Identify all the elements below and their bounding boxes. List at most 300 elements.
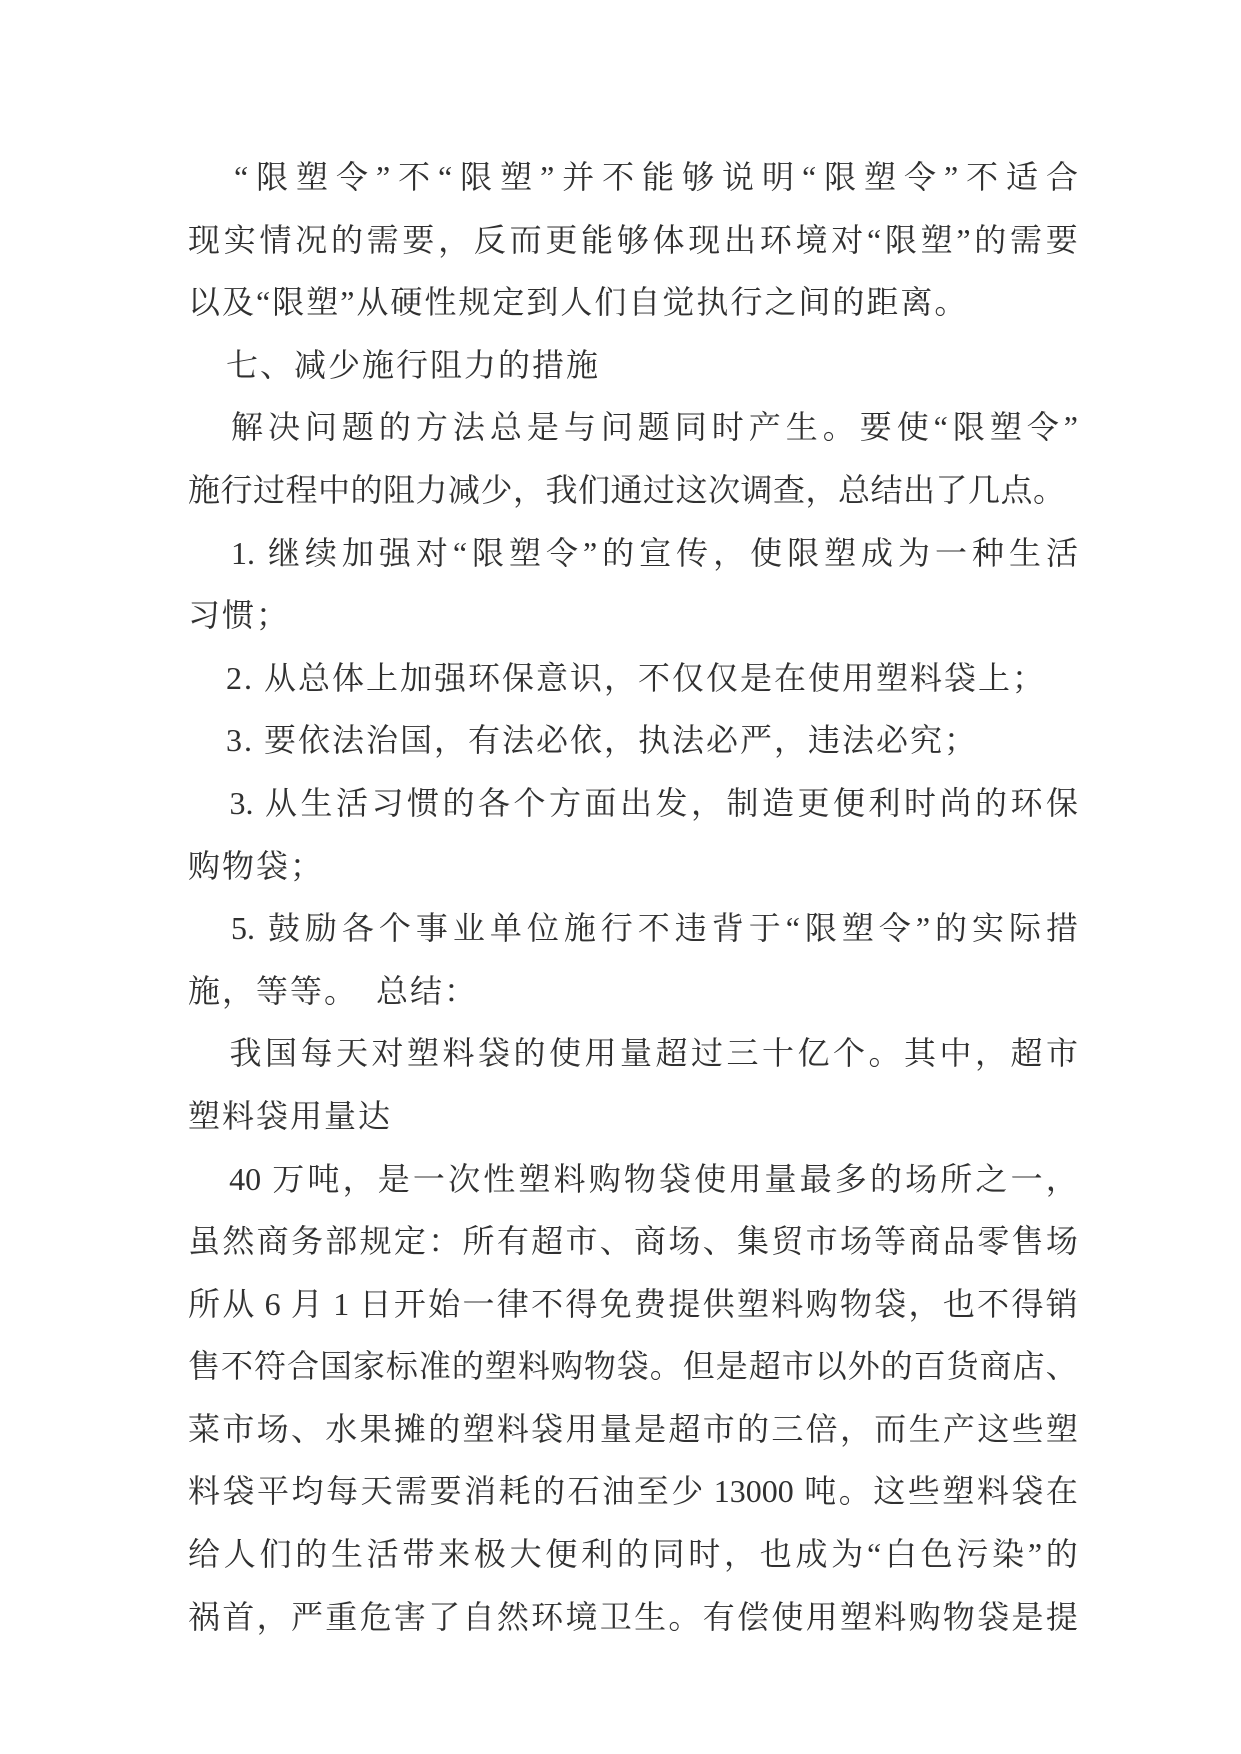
text-token: 卫 bbox=[599, 1598, 632, 1635]
text-token: ” bbox=[540, 159, 555, 195]
text-token: 单 bbox=[489, 910, 522, 947]
text-token: 害 bbox=[393, 1598, 426, 1635]
text-token: 便 bbox=[832, 784, 865, 821]
text-token: 市 bbox=[805, 1223, 838, 1260]
text-token: “ bbox=[933, 409, 948, 446]
text-token: 场 bbox=[668, 1223, 701, 1260]
text-token: 自 bbox=[462, 1598, 495, 1635]
text-token: 塑 bbox=[500, 159, 533, 195]
text-token: 、 bbox=[702, 1223, 735, 1260]
text-token: 的 bbox=[330, 221, 363, 258]
text-token: 袋 bbox=[874, 1285, 907, 1322]
text-token: 的 bbox=[974, 784, 1007, 821]
text-token: 们 bbox=[259, 1536, 292, 1573]
text-token: 业 bbox=[452, 910, 485, 947]
text-token: 得 bbox=[1011, 1285, 1044, 1322]
text-token: 大 bbox=[509, 1536, 542, 1573]
text-token: 。 bbox=[868, 1035, 901, 1072]
text-token: 明 bbox=[761, 159, 794, 195]
text-token: 品 bbox=[942, 1223, 975, 1260]
text-token: “ bbox=[452, 534, 468, 571]
text-token: 限 bbox=[787, 534, 820, 571]
text-token: 3. bbox=[229, 784, 262, 821]
text-token: 超 bbox=[668, 1410, 701, 1447]
text-token: 从 bbox=[222, 1285, 255, 1322]
text-token: 续 bbox=[304, 534, 337, 571]
text-token: 从 bbox=[264, 784, 297, 821]
text-token: 造 bbox=[761, 784, 794, 821]
text-token: 决 bbox=[267, 409, 300, 446]
text-token: 解 bbox=[230, 409, 263, 446]
text-token: 使 bbox=[771, 1598, 804, 1635]
text-token: 袋 bbox=[616, 1348, 649, 1385]
text-token: 合 bbox=[286, 1348, 319, 1385]
text-token: 祸 bbox=[188, 1598, 221, 1635]
text-token: 。 bbox=[649, 1348, 682, 1385]
text-token: 供 bbox=[702, 1285, 735, 1322]
text-token: 商 bbox=[979, 1348, 1012, 1385]
text-token: 13000 bbox=[705, 1473, 802, 1510]
text-token: 限 bbox=[804, 910, 837, 947]
text-token: 为 bbox=[898, 534, 931, 571]
text-token: 。 bbox=[822, 409, 855, 446]
text-token: 物 bbox=[839, 1285, 872, 1322]
text-token: 多 bbox=[834, 1160, 867, 1197]
text-token: 时 bbox=[903, 784, 936, 821]
text-token: 以 bbox=[814, 1348, 847, 1385]
text-token: 百 bbox=[913, 1348, 946, 1385]
text-token: 其 bbox=[903, 1035, 936, 1072]
text-token: 免 bbox=[599, 1285, 632, 1322]
text-token: 需 bbox=[395, 1473, 428, 1510]
text-token: 料 bbox=[976, 1473, 1009, 1510]
text-token: 题 bbox=[341, 409, 374, 446]
text-token: 月 bbox=[290, 1285, 323, 1322]
text-token: 提 bbox=[1045, 1598, 1078, 1635]
text-token: 措 bbox=[1045, 910, 1078, 947]
text-token: 实 bbox=[223, 221, 256, 258]
text-line bbox=[188, 1460, 1078, 1523]
text-token: 是 bbox=[377, 1160, 410, 1197]
text-token: 日 bbox=[359, 1285, 392, 1322]
text-token: 耗 bbox=[498, 1473, 531, 1510]
text-token: 定 bbox=[393, 1223, 426, 1260]
text-token: 场 bbox=[1045, 1223, 1078, 1260]
text-token: 家 bbox=[352, 1348, 385, 1385]
text-token: ， bbox=[256, 1598, 289, 1635]
text-token: 极 bbox=[473, 1536, 506, 1573]
text-token: 使 bbox=[896, 409, 929, 446]
text-token: 不 bbox=[977, 1285, 1010, 1322]
text-token: 不 bbox=[398, 159, 431, 195]
text-token: 货 bbox=[946, 1348, 979, 1385]
text-line bbox=[188, 1273, 1078, 1336]
text-token: 费 bbox=[634, 1285, 667, 1322]
text-token: 活 bbox=[335, 784, 368, 821]
text-token: 励 bbox=[304, 910, 337, 947]
text-token: 的 bbox=[737, 1410, 770, 1447]
text-line bbox=[188, 396, 1078, 459]
text-token: 十 bbox=[761, 1035, 794, 1072]
text-token: ” bbox=[915, 910, 931, 947]
text-token: 袋 bbox=[531, 1410, 564, 1447]
text-token: 问 bbox=[600, 409, 633, 446]
text-token: 外 bbox=[847, 1348, 880, 1385]
text-token: 。 bbox=[668, 1598, 701, 1635]
text-token: 袋 bbox=[659, 1160, 692, 1197]
text-token: 的 bbox=[533, 1473, 566, 1510]
text-token: 。 bbox=[838, 1473, 871, 1510]
text-token: 首 bbox=[222, 1598, 255, 1635]
text-token: 生 bbox=[908, 1410, 941, 1447]
text-token: 令 bbox=[878, 910, 911, 947]
text-token: 平 bbox=[257, 1473, 290, 1510]
text-token: 加 bbox=[341, 534, 374, 571]
text-token: 所 bbox=[462, 1223, 495, 1260]
text-token: 说 bbox=[722, 159, 755, 195]
text-token: 塑 bbox=[989, 409, 1022, 446]
text-token: 中 bbox=[939, 1035, 972, 1072]
text-token: 带 bbox=[402, 1536, 435, 1573]
text-token: 限 bbox=[952, 409, 985, 446]
text-token: 用 bbox=[565, 1410, 598, 1447]
text-token: 利 bbox=[868, 784, 901, 821]
text-token: 严 bbox=[290, 1598, 323, 1635]
text-token: 符 bbox=[253, 1348, 286, 1385]
text-token: 的 bbox=[935, 910, 968, 947]
text-token: 危 bbox=[359, 1598, 392, 1635]
text-token: 各 bbox=[477, 784, 510, 821]
text-token: 些 bbox=[907, 1473, 940, 1510]
text-token: 性 bbox=[483, 1160, 516, 1197]
text-line: 3. 要依法治国，有法必依，执法必严，违法必究； bbox=[226, 722, 979, 759]
text-token: 个 bbox=[832, 1035, 865, 1072]
text-token: 每 bbox=[326, 1473, 359, 1510]
text-token: 情 bbox=[259, 221, 292, 258]
text-token: 5. bbox=[230, 910, 263, 947]
text-token: 偿 bbox=[737, 1598, 770, 1635]
text-token: 的 bbox=[442, 784, 475, 821]
text-token: 菜 bbox=[188, 1410, 221, 1447]
text-token: 这 bbox=[977, 1410, 1010, 1447]
text-token: 量 bbox=[599, 1410, 632, 1447]
text-token: 部 bbox=[325, 1223, 358, 1260]
text-token: 的 bbox=[513, 1035, 546, 1072]
text-token: 塑 bbox=[296, 159, 329, 195]
text-token: ” bbox=[956, 221, 971, 258]
text-token: 总 bbox=[489, 409, 522, 446]
text-token: 境 bbox=[565, 1598, 598, 1635]
text-token: 成 bbox=[795, 1536, 828, 1573]
text-token: 活 bbox=[366, 1536, 399, 1573]
text-token: ， bbox=[690, 784, 723, 821]
text-token: 、 bbox=[599, 1223, 632, 1260]
text-token: 对 bbox=[415, 534, 448, 571]
text-token: 亿 bbox=[797, 1035, 830, 1072]
text-token: 料 bbox=[771, 1285, 804, 1322]
text-token: 万 bbox=[272, 1160, 305, 1197]
text-token: 塑 bbox=[824, 534, 857, 571]
text-token: 对 bbox=[831, 221, 864, 258]
text-token: 物 bbox=[942, 1598, 975, 1635]
text-token: 然 bbox=[496, 1598, 529, 1635]
text-token: 袋 bbox=[977, 1598, 1010, 1635]
text-token: 出 bbox=[724, 221, 757, 258]
text-token: 料 bbox=[874, 1598, 907, 1635]
text-token: 色 bbox=[920, 1536, 953, 1573]
text-token: 然 bbox=[222, 1223, 255, 1260]
text-token: 种 bbox=[972, 534, 1005, 571]
text-token: 令 bbox=[1026, 409, 1059, 446]
text-token: 违 bbox=[674, 910, 707, 947]
text-token: 限 bbox=[824, 159, 857, 195]
text-token: 超 bbox=[1010, 1035, 1043, 1072]
text-token: 袋 bbox=[1011, 1473, 1044, 1510]
text-token: 生 bbox=[1008, 534, 1041, 571]
text-token: 6 bbox=[256, 1285, 289, 1322]
text-token: 用 bbox=[729, 1160, 762, 1197]
text-token: 购 bbox=[805, 1285, 838, 1322]
text-token: 现 bbox=[188, 221, 221, 258]
text-token: ， bbox=[908, 1285, 941, 1322]
text-token: 的 bbox=[880, 1348, 913, 1385]
text-token: 能 bbox=[581, 221, 614, 258]
text-token: 吨 bbox=[307, 1160, 340, 1197]
text-token: ” bbox=[943, 159, 959, 195]
text-token: 产 bbox=[942, 1410, 975, 1447]
text-token: 施 bbox=[563, 910, 596, 947]
text-token: 店 bbox=[1012, 1348, 1045, 1385]
text-token: 方 bbox=[415, 409, 448, 446]
text-token: 之 bbox=[975, 1160, 1008, 1197]
text-token: 塑 bbox=[484, 1348, 517, 1385]
text-token: 果 bbox=[359, 1410, 392, 1447]
text-token: 是 bbox=[1011, 1598, 1044, 1635]
text-token: 购 bbox=[588, 1160, 621, 1197]
text-token: 袋 bbox=[222, 1473, 255, 1510]
text-line bbox=[188, 1210, 1078, 1273]
text-token: 是 bbox=[526, 409, 559, 446]
text-token: 超 bbox=[655, 1035, 688, 1072]
text-token: 零 bbox=[977, 1223, 1010, 1260]
text-token: “ bbox=[233, 159, 249, 195]
text-token: 问 bbox=[304, 409, 337, 446]
text-token: 料 bbox=[517, 1348, 550, 1385]
text-token: 商 bbox=[634, 1223, 667, 1260]
text-token: 标 bbox=[385, 1348, 418, 1385]
text-token: 量 bbox=[764, 1160, 797, 1197]
text-token: 的 bbox=[451, 1348, 484, 1385]
text-token: 为 bbox=[831, 1536, 864, 1573]
text-token: 天 bbox=[335, 1035, 368, 1072]
text-token: 有 bbox=[496, 1223, 529, 1260]
text-token: 40 bbox=[229, 1160, 270, 1197]
text-token: 给 bbox=[188, 1536, 221, 1573]
text-token: 同 bbox=[652, 1536, 685, 1573]
text-token: 料 bbox=[553, 1160, 586, 1197]
text-line: 施行过程中的阻力减少，我们通过这次调查，总结出了几点。 bbox=[188, 471, 1066, 508]
text-token: 是 bbox=[634, 1410, 667, 1447]
text-token: 贸 bbox=[771, 1223, 804, 1260]
text-token: 至 bbox=[636, 1473, 669, 1510]
text-token: ， bbox=[438, 221, 471, 258]
text-token: 购 bbox=[908, 1598, 941, 1635]
text-token: 量 bbox=[619, 1035, 652, 1072]
text-token: 并 bbox=[562, 159, 595, 195]
text-token: 惯 bbox=[406, 784, 439, 821]
text-token: 不 bbox=[966, 159, 999, 195]
text-token: 销 bbox=[1045, 1285, 1078, 1322]
text-token: 尚 bbox=[939, 784, 972, 821]
text-token: 有 bbox=[702, 1598, 735, 1635]
text-token: 能 bbox=[642, 159, 675, 195]
text-token: 料 bbox=[442, 1035, 475, 1072]
text-token: 开 bbox=[393, 1285, 426, 1322]
text-token: 传 bbox=[676, 534, 709, 571]
text-token: 过 bbox=[690, 1035, 723, 1072]
text-token: 准 bbox=[418, 1348, 451, 1385]
text-token: 场 bbox=[905, 1160, 938, 1197]
text-token: 现 bbox=[688, 221, 721, 258]
text-token: 商 bbox=[256, 1223, 289, 1260]
text-token: 生 bbox=[785, 409, 818, 446]
text-token: 使 bbox=[548, 1035, 581, 1072]
text-token: 料 bbox=[496, 1410, 529, 1447]
text-token: 三 bbox=[771, 1410, 804, 1447]
text-token: 况 bbox=[295, 221, 328, 258]
text-line: 2. 从总体上加强环保意识，不仅仅是在使用塑料袋上； bbox=[226, 659, 1047, 696]
text-token: 塑 bbox=[462, 1410, 495, 1447]
text-line bbox=[188, 1022, 1078, 1085]
text-line bbox=[188, 897, 1078, 960]
text-token: 次 bbox=[448, 1160, 481, 1197]
text-token: 生 bbox=[634, 1598, 667, 1635]
text-token: 塑 bbox=[736, 1285, 769, 1322]
text-token: 出 bbox=[619, 784, 652, 821]
text-token: 的 bbox=[1045, 1536, 1078, 1573]
text-token: 袋 bbox=[477, 1035, 510, 1072]
text-token: 一 bbox=[412, 1160, 445, 1197]
text-token: 够 bbox=[616, 221, 649, 258]
text-line bbox=[188, 522, 1078, 585]
text-token: 一 bbox=[1010, 1160, 1043, 1197]
text-token: 不 bbox=[531, 1285, 564, 1322]
text-token: 活 bbox=[1045, 534, 1078, 571]
text-token: 物 bbox=[623, 1160, 656, 1197]
text-token: 塑 bbox=[841, 910, 874, 947]
text-token: 与 bbox=[563, 409, 596, 446]
text-token: ， bbox=[839, 1410, 872, 1447]
text-token: 位 bbox=[526, 910, 559, 947]
text-token: 1 bbox=[325, 1285, 358, 1322]
text-token: 售 bbox=[188, 1348, 221, 1385]
text-token: 用 bbox=[805, 1598, 838, 1635]
text-token: 各 bbox=[341, 910, 374, 947]
text-token: 的 bbox=[869, 1160, 902, 1197]
text-token: 、 bbox=[1045, 1348, 1078, 1385]
text-token: 律 bbox=[496, 1285, 529, 1322]
text-token: 售 bbox=[1011, 1223, 1044, 1260]
text-token: 继 bbox=[267, 534, 300, 571]
text-token: 要 bbox=[402, 221, 435, 258]
text-token: 令 bbox=[546, 534, 579, 571]
text-token: 时 bbox=[711, 409, 744, 446]
text-line: 以及“限塑”从硬性规定到人们自觉执行之间的距离。 bbox=[188, 284, 969, 321]
text-token: 料 bbox=[188, 1473, 221, 1510]
text-token: ” bbox=[1063, 409, 1078, 446]
text-token: 题 bbox=[637, 409, 670, 446]
text-token: 市 bbox=[1045, 1035, 1078, 1072]
text-token: 要 bbox=[429, 1473, 462, 1510]
text-token: ， bbox=[974, 1035, 1007, 1072]
text-token: 使 bbox=[750, 534, 783, 571]
text-line bbox=[188, 1523, 1078, 1586]
text-token: 要 bbox=[859, 409, 892, 446]
text-token: 发 bbox=[655, 784, 688, 821]
text-token: 均 bbox=[291, 1473, 324, 1510]
text-token: 习 bbox=[371, 784, 404, 821]
text-token: 摊 bbox=[393, 1410, 426, 1447]
text-token: 塑 bbox=[942, 1473, 975, 1510]
text-token: 环 bbox=[759, 221, 792, 258]
text-token: 适 bbox=[1006, 159, 1039, 195]
text-token: 场 bbox=[839, 1223, 872, 1260]
text-token: 的 bbox=[602, 534, 635, 571]
text-line bbox=[188, 1586, 1078, 1649]
text-token: 实 bbox=[972, 910, 1005, 947]
text-token: 法 bbox=[452, 409, 485, 446]
text-token: 更 bbox=[797, 784, 830, 821]
text-token: ， bbox=[724, 1536, 757, 1573]
text-token: 塑 bbox=[1045, 1410, 1078, 1447]
text-token: 对 bbox=[371, 1035, 404, 1072]
text-token: 而 bbox=[509, 221, 542, 258]
text-token: “ bbox=[801, 159, 817, 195]
text-token: 超 bbox=[748, 1348, 781, 1385]
text-line bbox=[188, 772, 1078, 835]
text-token: 石 bbox=[567, 1473, 600, 1510]
text-token: 环 bbox=[531, 1598, 564, 1635]
text-token: 得 bbox=[565, 1285, 598, 1322]
text-token: 白 bbox=[884, 1536, 917, 1573]
text-token: 虽 bbox=[188, 1223, 221, 1260]
text-token: 规 bbox=[359, 1223, 392, 1260]
text-token: 环 bbox=[1010, 784, 1043, 821]
text-token: 便 bbox=[545, 1536, 578, 1573]
text-token: 需 bbox=[366, 221, 399, 258]
text-line: 塑料袋用量达 bbox=[188, 1097, 393, 1134]
text-token: 市 bbox=[702, 1410, 735, 1447]
text-token: 市 bbox=[222, 1410, 255, 1447]
text-token: 时 bbox=[688, 1536, 721, 1573]
text-token: 生 bbox=[300, 784, 333, 821]
text-token: 使 bbox=[694, 1160, 727, 1197]
text-token: 塑 bbox=[839, 1598, 872, 1635]
text-token: 1. bbox=[230, 534, 263, 571]
text-token: 市 bbox=[781, 1348, 814, 1385]
text-token: 塑 bbox=[518, 1160, 551, 1197]
text-token: 物 bbox=[583, 1348, 616, 1385]
text-token: 方 bbox=[548, 784, 581, 821]
text-token: 面 bbox=[584, 784, 617, 821]
text-token: 一 bbox=[462, 1285, 495, 1322]
text-token: 也 bbox=[759, 1536, 792, 1573]
text-token: 、 bbox=[290, 1410, 323, 1447]
text-token: 限 bbox=[460, 159, 493, 195]
text-token: 所 bbox=[940, 1160, 973, 1197]
text-token: 在 bbox=[1045, 1473, 1078, 1510]
text-token: 体 bbox=[652, 221, 685, 258]
